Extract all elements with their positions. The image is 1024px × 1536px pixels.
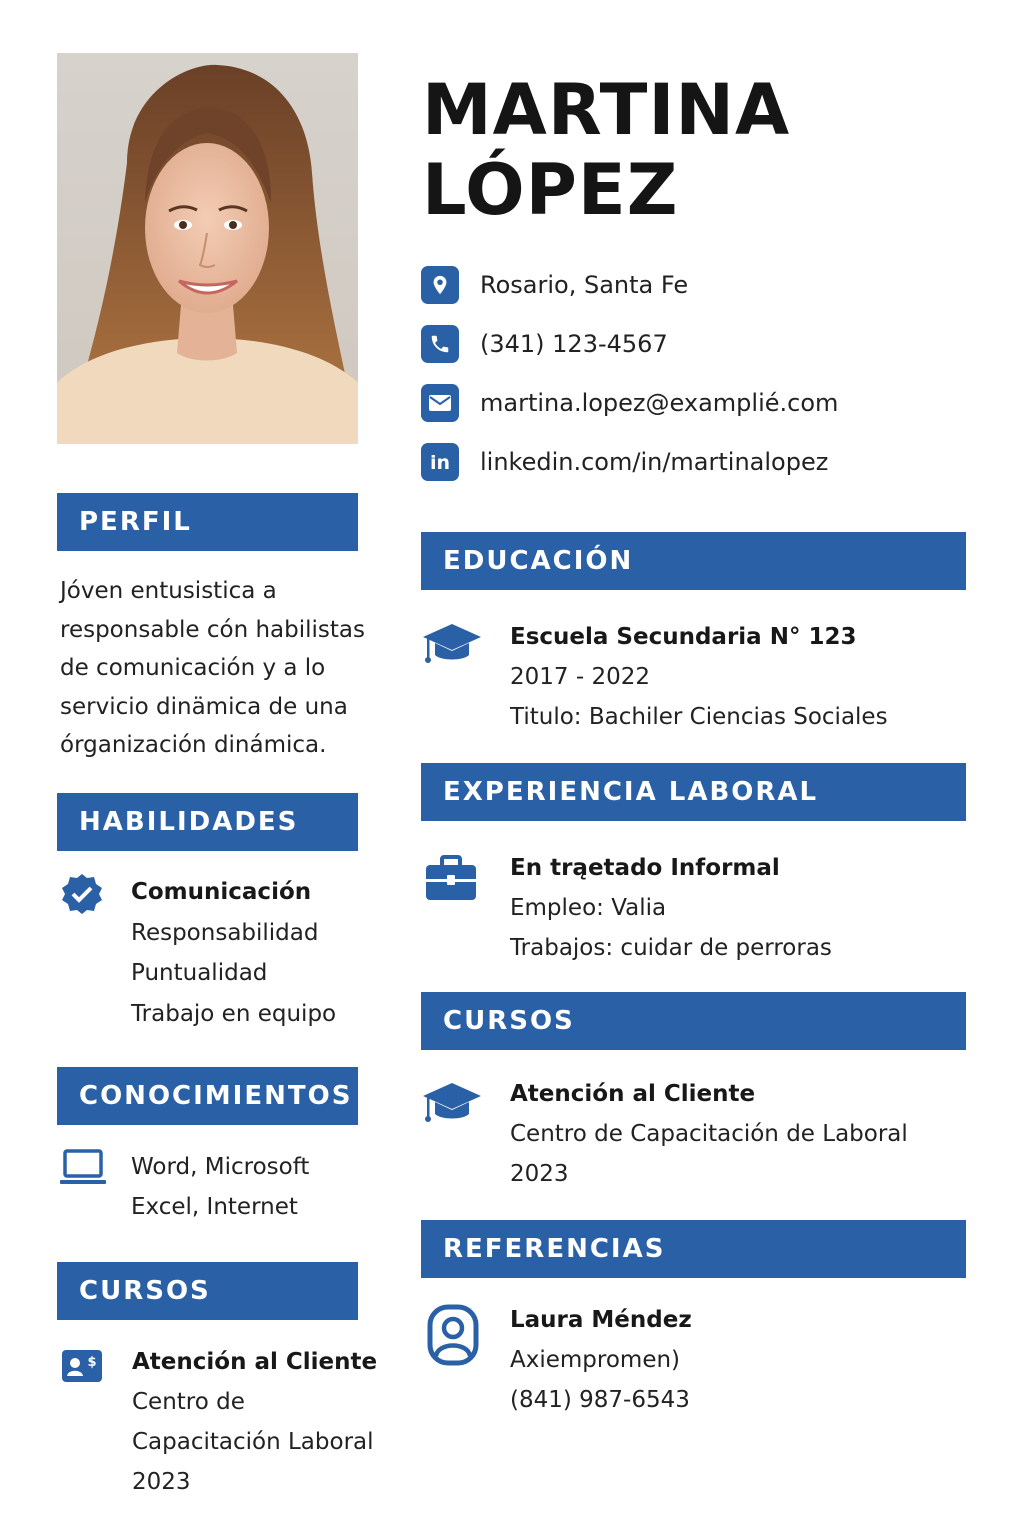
graduation-cap-icon	[421, 621, 483, 671]
location-pin-icon	[421, 266, 459, 304]
profile-line: de comunicación y a lo	[60, 655, 326, 681]
reference-company: Axiempromen)	[510, 1347, 681, 1373]
job-employer: Empleo: Valia	[510, 895, 667, 921]
linkedin-icon	[421, 443, 459, 481]
education-years: 2017 - 2022	[510, 664, 650, 690]
name-last: LÓPEZ	[422, 149, 679, 231]
reference-name: Laura Méndez	[510, 1307, 692, 1333]
profile-summary	[60, 572, 370, 765]
svg-text:in: in	[429, 452, 451, 474]
knowledge-line: Excel, Internet	[131, 1194, 298, 1220]
location-text: Rosario, Santa Fe	[480, 271, 689, 299]
portrait-illustration	[57, 53, 358, 444]
course-institution: Centro de Capacitación de Laboral	[510, 1121, 908, 1147]
knowledge-line: Word, Microsoft	[131, 1154, 310, 1180]
experience-entry	[421, 846, 981, 971]
knowledge-list	[58, 1145, 368, 1230]
education-entry	[421, 615, 981, 740]
skill-item: Trabajo en equipo	[131, 1000, 337, 1027]
course-line: Centro de	[132, 1389, 245, 1415]
profile-line: servicio dinämica de una	[60, 693, 348, 720]
candidate-name	[422, 70, 982, 230]
skills-list	[58, 870, 368, 1040]
course-title: Atención al Cliente	[510, 1081, 756, 1107]
contact-email	[421, 384, 981, 422]
name-first: MARTINA	[422, 69, 791, 151]
course-year: 2023	[510, 1161, 569, 1187]
profile-line: responsable cón habilistas	[60, 616, 365, 643]
profile-line: Jóven entusistica a	[60, 578, 277, 604]
person-icon	[427, 1304, 479, 1370]
section-header-habilidades: HABILIDADES	[57, 793, 358, 851]
envelope-icon	[421, 384, 459, 422]
section-header-referencias: REFERENCIAS	[421, 1220, 966, 1278]
skill-item: Responsabilidad	[131, 919, 319, 946]
graduation-cap-icon	[421, 1080, 483, 1130]
phone-icon	[421, 325, 459, 363]
section-header-cursos-right: CURSOS	[421, 992, 966, 1050]
education-degree: Titulo: Bachiler Ciencias Sociales	[510, 704, 888, 730]
school-name: Escuela Secundaria N° 123	[510, 624, 857, 650]
job-title: En trąetado Informal	[510, 855, 780, 881]
course-title: Atención al Cliente	[132, 1349, 378, 1375]
profile-photo	[57, 53, 358, 444]
phone-text[interactable]: (341) 123-4567	[480, 330, 668, 358]
course-right	[421, 1072, 981, 1197]
profile-line: órganización dinámica.	[60, 732, 327, 758]
briefcase-icon	[425, 855, 477, 905]
reference-phone[interactable]: (841) 987-6543	[510, 1387, 690, 1413]
reference-entry	[421, 1298, 981, 1423]
linkedin-link[interactable]: linkedin.com/in/martinalopez	[480, 448, 829, 476]
skill-item: Comunicación	[131, 879, 312, 905]
skill-item: Puntualidad	[131, 960, 268, 986]
contact-location	[421, 266, 981, 304]
section-header-perfil: PERFIL	[57, 493, 358, 551]
section-header-conocimientos: CONOCIMIENTOS	[57, 1067, 358, 1125]
job-tasks: Trabajos: cuidar de perroras	[510, 935, 832, 961]
section-header-experiencia: EXPERIENCIA LABORAL	[421, 763, 966, 821]
course-left	[58, 1340, 378, 1500]
course-line: Capacitación Laboral	[132, 1429, 374, 1455]
contact-linkedin	[421, 443, 981, 481]
email-link[interactable]: martina.lopez@examplié.com	[480, 389, 839, 417]
section-header-educacion: EDUCACIÓN	[421, 532, 966, 590]
svg-text:$: $	[87, 1355, 97, 1370]
checkmark-badge-icon	[58, 870, 106, 922]
laptop-icon	[58, 1148, 108, 1192]
section-header-cursos-left: CURSOS	[57, 1262, 358, 1320]
contact-phone	[421, 325, 981, 363]
certificate-icon	[62, 1348, 102, 1388]
course-line: 2023	[132, 1469, 191, 1495]
